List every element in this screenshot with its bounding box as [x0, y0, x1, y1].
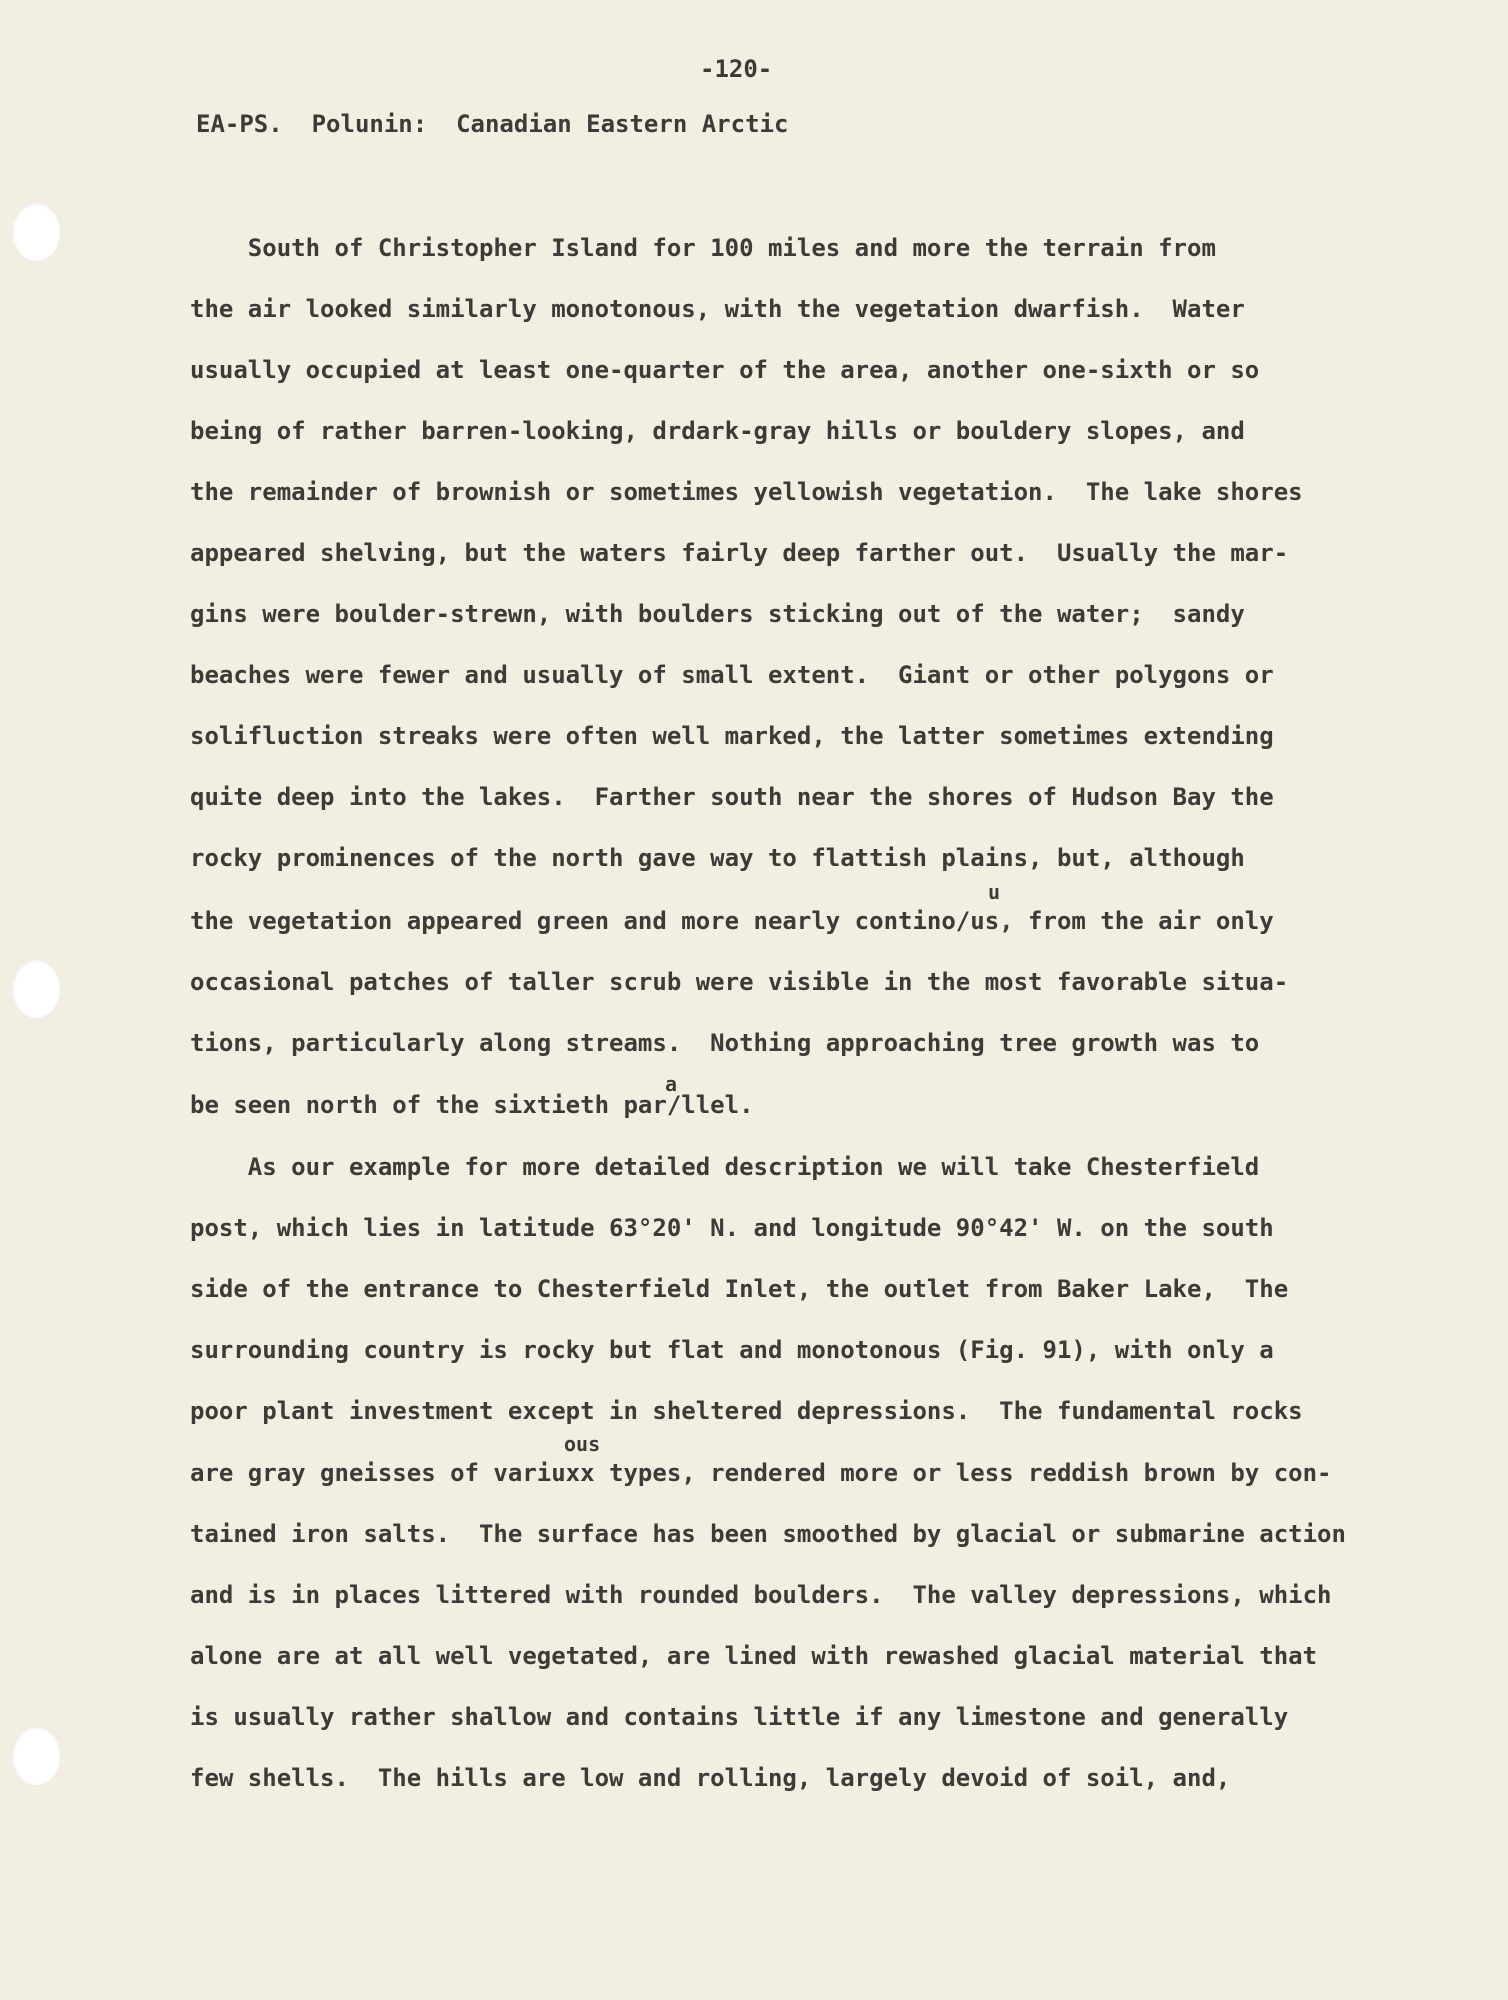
text-line: side of the entrance to Chesterfield Inlet, the outlet from Baker Lake, The	[190, 1275, 1289, 1303]
text-line: tions, particularly along streams. Nothing approaching tree growth was to	[190, 1029, 1260, 1057]
text-line: appeared shelving, but the waters fairly deep farther out. Usually the mar-	[190, 539, 1289, 567]
text-line: and is in places littered with rounded boulders. The valley depressions, which	[190, 1581, 1332, 1609]
text-line: gins were boulder-strewn, with boulders sticking out of the water; sandy	[190, 600, 1245, 628]
text-line: South of Christopher Island for 100 miles and more the terrain from	[190, 234, 1216, 262]
running-header: EA-PS. Polunin: Canadian Eastern Arctic	[196, 110, 789, 138]
text-line: the remainder of brownish or sometimes yellowish vegetation. The lake shores	[190, 478, 1303, 506]
punch-hole	[12, 1727, 60, 1785]
text-line: poor plant investment except in sheltered depressions. The fundamental rocks	[190, 1397, 1303, 1425]
handwritten-insertion: ous	[564, 1432, 601, 1456]
text-line: occasional patches of taller scrub were visible in the most favorable situa-	[190, 968, 1289, 996]
punch-hole	[12, 960, 60, 1018]
text-line: beaches were fewer and usually of small extent. Giant or other polygons or	[190, 661, 1274, 689]
text-line: be seen north of the sixtieth par/llel.	[190, 1091, 754, 1119]
text-line: quite deep into the lakes. Farther south near the shores of Hudson Bay the	[190, 783, 1274, 811]
text-line: usually occupied at least one-quarter of the area, another one-sixth or so	[190, 356, 1260, 384]
punch-hole	[12, 203, 60, 261]
text-line: being of rather barren-looking, drdark-gray hills or bouldery slopes, and	[190, 417, 1245, 445]
text-line: surrounding country is rocky but flat and monotonous (Fig. 91), with only a	[190, 1336, 1274, 1364]
text-line: are gray gneisses of variuxx types, rendered more or less reddish brown by con-	[190, 1459, 1332, 1487]
text-line: As our example for more detailed description we will take Chesterfield	[190, 1153, 1260, 1181]
text-line: alone are at all well vegetated, are lined with rewashed glacial material that	[190, 1642, 1318, 1670]
handwritten-insertion: a	[665, 1072, 678, 1096]
text-line: rocky prominences of the north gave way to flattish plains, but, although	[190, 844, 1245, 872]
handwritten-insertion: u	[988, 880, 1001, 904]
text-line: the vegetation appeared green and more nearly contino/us, from the air only	[190, 907, 1274, 935]
text-line: tained iron salts. The surface has been smoothed by glacial or submarine action	[190, 1520, 1346, 1548]
text-line: post, which lies in latitude 63°20' N. and longitude 90°42' W. on the south	[190, 1214, 1274, 1242]
text-line: few shells. The hills are low and rolling, largely devoid of soil, and,	[190, 1764, 1231, 1792]
text-line: solifluction streaks were often well marked, the latter sometimes extending	[190, 722, 1274, 750]
text-line: is usually rather shallow and contains little if any limestone and generally	[190, 1703, 1289, 1731]
page-number: -120-	[700, 55, 773, 83]
text-line: the air looked similarly monotonous, with the vegetation dwarfish. Water	[190, 295, 1245, 323]
